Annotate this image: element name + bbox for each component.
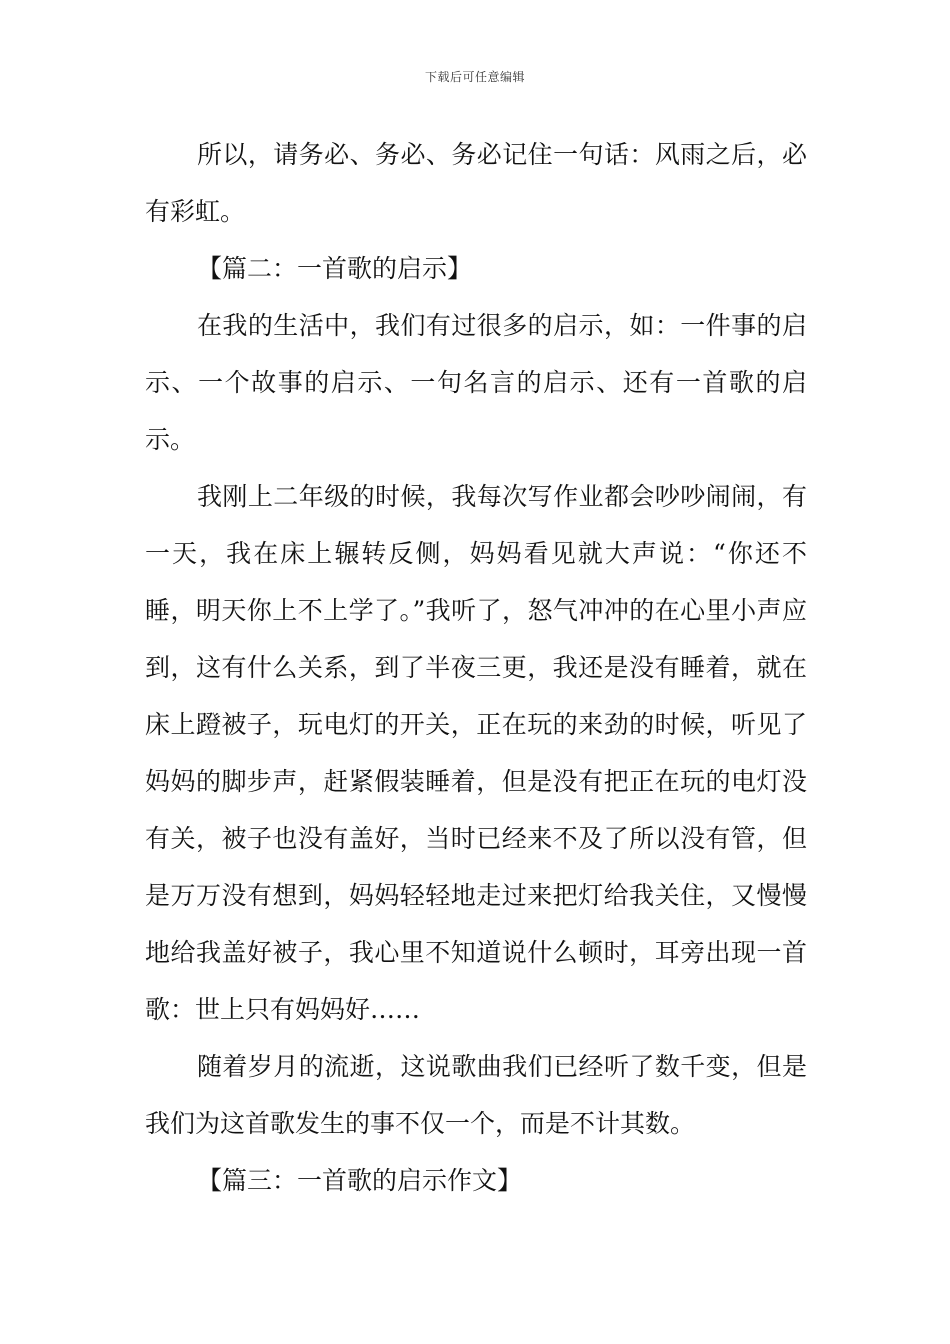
document-body xyxy=(145,126,807,1209)
paragraph-story: 我刚上二年级的时候，我每次写作业都会吵吵闹闹，有一天，我在床上辗转反侧，妈妈看见就大声说：“你还不睡，明天你上不上学了。”我听了，怒气冲冲的在心里小声应到，这有什么关系，到了半夜三更，我还是没有睡着，就在床上蹬被子，玩电灯的开关，正在玩的来劲的时候，听见了妈妈的脚步声，赶紧假装睡着，但是没有把正在玩的电灯没有关，被子也没有盖好，当时已经来不及了所以没有管，但是万万没有想到，妈妈轻轻地走过来把灯给我关住，又慢慢地给我盖好被子，我心里不知道说什么顿时，耳旁出现一首歌：世上只有妈妈好…… xyxy=(145,482,807,1024)
paragraph-reflection: 随着岁月的流逝，这说歌曲我们已经听了数千变，但是我们为这首歌发生的事不仅一个，而是不计其数。 xyxy=(145,1052,807,1138)
header-note: 下载后可任意编辑 xyxy=(424,70,525,84)
section-heading-2: 【篇二：一首歌的启示】 xyxy=(197,254,473,283)
paragraph-intro: 在我的生活中，我们有过很多的启示，如：一件事的启示、一个故事的启示、一句名言的启示、还有一首歌的启示。 xyxy=(145,311,807,454)
section-heading-3: 【篇三：一首歌的启示作文】 xyxy=(197,1166,523,1195)
paragraph-conclusion: 所以，请务必、务必、务必记住一句话：风雨之后，必有彩虹。 xyxy=(145,140,807,226)
